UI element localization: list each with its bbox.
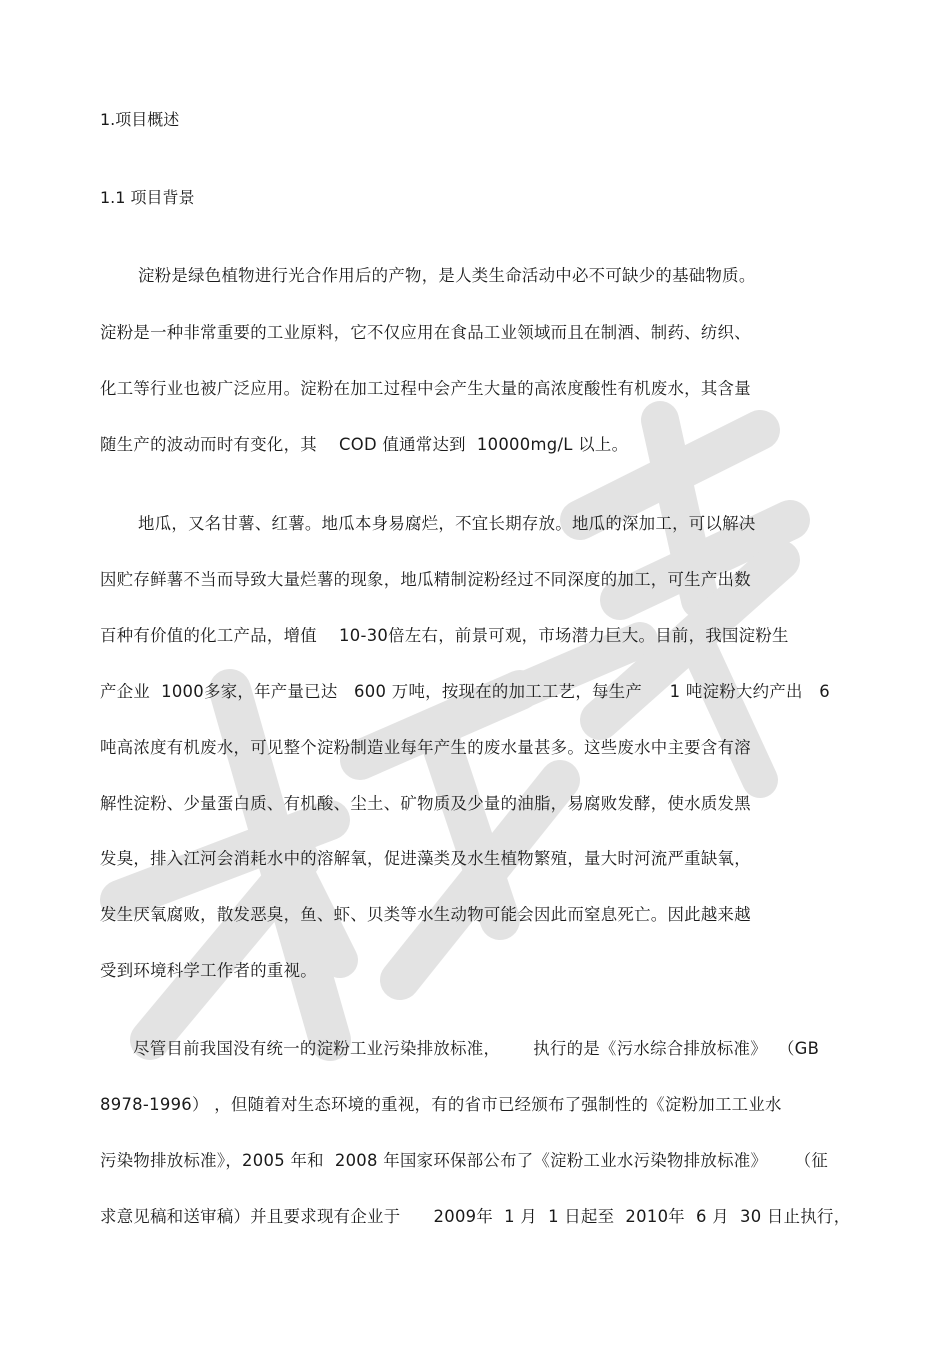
paragraph-line: 因贮存鲜薯不当而导致大量烂薯的现象，地瓜精制淀粉经过不同深度的加工，可生产出数	[100, 570, 751, 589]
paragraph-line: 污染物排放标准》，2005 年和 2008 年国家环保部公布了《淀粉工业水污染物排放标准》 （征	[100, 1151, 829, 1170]
paragraph-line: 淀粉是绿色植物进行光合作用后的产物，是人类生命活动中必不可缺少的基础物质。	[138, 266, 756, 285]
section-heading: 1.项目概述	[100, 110, 180, 129]
paragraph-line: 求意见稿和送审稿）并且要求现有企业于 2009年 1 月 1 日起至 2010年 6 月 30 日止执行，	[100, 1207, 851, 1226]
paragraph-line: 淀粉是一种非常重要的工业原料，它不仅应用在食品工业领域而且在制酒、制药、纺织、	[100, 323, 751, 342]
paragraph-line: 百种有价值的化工产品，增值 10-30倍左右，前景可观，市场潜力巨大。目前，我国淀粉生	[100, 626, 789, 645]
paragraph-line: 尽管目前我国没有统一的淀粉工业污染排放标准， 执行的是《污水综合排放标准》 （GB	[133, 1039, 820, 1058]
paragraph-line: 产企业 1000多家，年产量已达 600 万吨，按现在的加工工艺，每生产 1 吨淀粉大约产出 6	[100, 682, 830, 701]
paragraph-line: 解性淀粉、少量蛋白质、有机酸、尘土、矿物质及少量的油脂，易腐败发酵，使水质发黑	[100, 794, 751, 813]
paragraph-line: 随生产的波动而时有变化，其 COD 值通常达到 10000mg/L 以上。	[100, 435, 629, 454]
paragraph-line: 化工等行业也被广泛应用。淀粉在加工过程中会产生大量的高浓度酸性有机废水，其含量	[100, 379, 751, 398]
paragraph-line: 发生厌氧腐败，散发恶臭，鱼、虾、贝类等水生动物可能会因此而窒息死亡。因此越来越	[100, 905, 751, 924]
subsection-heading: 1.1 项目背景	[100, 188, 195, 207]
paragraph-line: 8978-1996） ，但随着对生态环境的重视，有的省市已经颁布了强制性的《淀粉加工工业水	[100, 1095, 782, 1114]
paragraph-line: 发臭，排入江河会消耗水中的溶解氧，促进藻类及水生植物繁殖，量大时河流严重缺氧，	[100, 849, 751, 868]
paragraph-line: 吨高浓度有机废水，可见整个淀粉制造业每年产生的废水量甚多。这些废水中主要含有溶	[100, 738, 751, 757]
paragraph-line: 地瓜，又名甘薯、红薯。地瓜本身易腐烂，不宜长期存放。地瓜的深加工，可以解决	[138, 514, 756, 533]
paragraph-line: 受到环境科学工作者的重视。	[100, 961, 317, 980]
